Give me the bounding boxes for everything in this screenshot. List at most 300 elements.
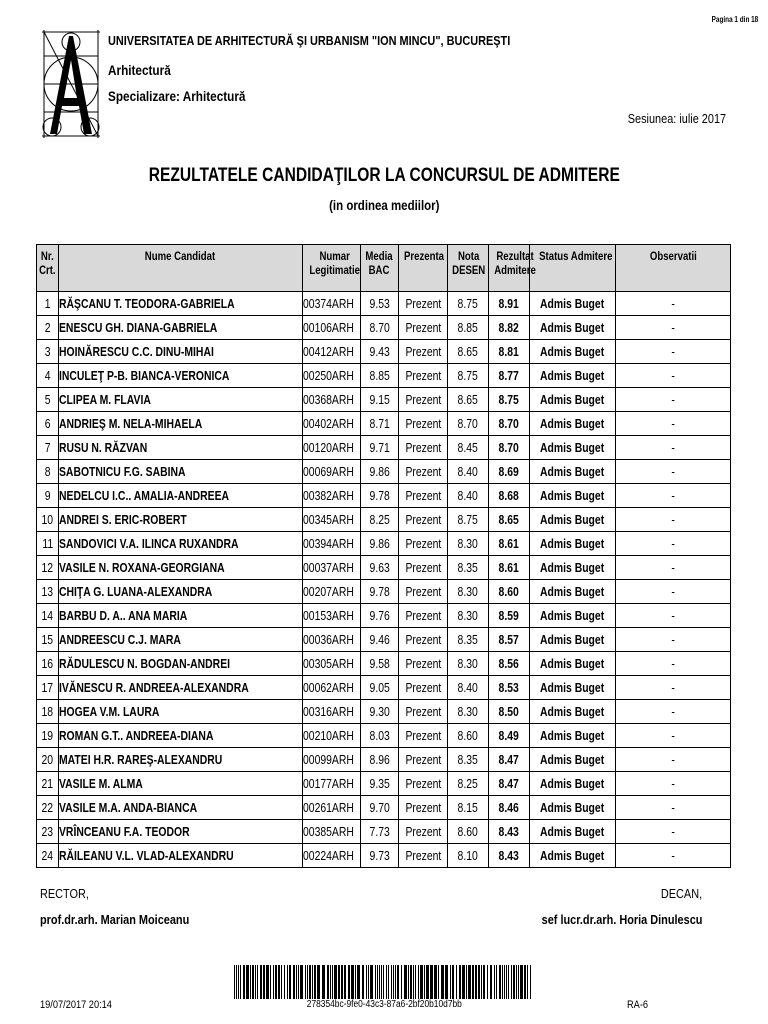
cell-nota-desen: 8.30 — [448, 652, 489, 676]
barcode-bar — [327, 965, 329, 999]
cell-status: Admis Buget — [530, 652, 616, 676]
cell-nota-desen: 8.30 — [448, 580, 489, 604]
cell-media-bac: 9.35 — [361, 772, 399, 796]
cell-prezenta: Prezent — [399, 676, 448, 700]
cell-media-bac: 9.70 — [361, 796, 399, 820]
cell-nota-desen: 8.65 — [448, 388, 489, 412]
cell-nr: 1 — [37, 292, 59, 316]
cell-nr: 22 — [37, 796, 59, 820]
cell-nr: 16 — [37, 652, 59, 676]
cell-nr: 13 — [37, 580, 59, 604]
barcode-bar — [393, 965, 394, 999]
cell-nota-desen: 8.60 — [448, 820, 489, 844]
document-code: RA-6 — [627, 999, 649, 1011]
barcode-bar — [450, 965, 451, 999]
barcode-bar — [370, 965, 373, 999]
cell-media-bac: 9.78 — [361, 484, 399, 508]
cell-media-bac: 9.53 — [361, 292, 399, 316]
barcode-bar — [475, 965, 477, 999]
cell-status: Admis Buget — [530, 340, 616, 364]
cell-name: CHIŢA G. LUANA-ALEXANDRA — [59, 580, 303, 604]
cell-prezenta: Prezent — [399, 436, 448, 460]
cell-name: NEDELCU I.C.. AMALIA-ANDREEA — [59, 484, 303, 508]
cell-nota-desen: 8.65 — [448, 340, 489, 364]
table-row — [37, 844, 731, 868]
barcode-bar — [441, 965, 444, 999]
barcode-bar — [312, 965, 313, 999]
cell-nr: 12 — [37, 556, 59, 580]
barcode-bar — [278, 965, 280, 999]
cell-prezenta: Prezent — [399, 388, 448, 412]
table-row — [37, 508, 731, 532]
cell-legitimatie: 00305ARH — [303, 652, 361, 676]
print-date: 19/07/2017 20:14 — [40, 999, 112, 1011]
barcode-bar — [513, 965, 515, 999]
university-name: UNIVERSITATEA DE ARHITECTURĂ ŞI URBANISM "ION MINCU", BUCUREŞTI — [108, 33, 511, 48]
cell-observatii: - — [616, 820, 731, 844]
cell-name: ROMAN G.T.. ANDREEA-DIANA — [59, 724, 303, 748]
cell-nr: 7 — [37, 436, 59, 460]
barcode-bar — [452, 965, 454, 999]
barcode-bar — [496, 965, 497, 999]
cell-nota-desen: 8.30 — [448, 700, 489, 724]
cell-legitimatie: 00036ARH — [303, 628, 361, 652]
cell-rezultat: 8.59 — [489, 604, 530, 628]
cell-prezenta: Prezent — [399, 460, 448, 484]
cell-observatii: - — [616, 484, 731, 508]
cell-media-bac: 8.70 — [361, 316, 399, 340]
cell-legitimatie: 00120ARH — [303, 436, 361, 460]
cell-observatii: - — [616, 340, 731, 364]
table-row — [37, 724, 731, 748]
cell-observatii: - — [616, 700, 731, 724]
cell-legitimatie: 00394ARH — [303, 532, 361, 556]
cell-legitimatie: 00385ARH — [303, 820, 361, 844]
barcode-bar — [424, 965, 425, 999]
specialization: Specializare: Arhitectură — [108, 88, 246, 104]
barcode-bar — [426, 965, 429, 999]
cell-nota-desen: 8.25 — [448, 772, 489, 796]
cell-rezultat: 8.75 — [489, 388, 530, 412]
header-nr: Nr. Crt. — [37, 245, 59, 292]
barcode-bar — [263, 965, 265, 999]
cell-observatii: - — [616, 676, 731, 700]
barcode-bar — [502, 965, 503, 999]
barcode-bar — [296, 965, 297, 999]
barcode-bar — [524, 965, 526, 999]
barcode-bar — [238, 965, 239, 999]
cell-media-bac: 8.25 — [361, 508, 399, 532]
barcode-bar — [438, 965, 439, 999]
cell-status: Admis Buget — [530, 460, 616, 484]
barcode-bar — [401, 965, 402, 999]
cell-rezultat: 8.53 — [489, 676, 530, 700]
barcode-bar — [483, 965, 485, 999]
cell-legitimatie: 00037ARH — [303, 556, 361, 580]
cell-legitimatie: 00368ARH — [303, 388, 361, 412]
cell-rezultat: 8.70 — [489, 412, 530, 436]
cell-name: IVĂNESCU R. ANDREEA-ALEXANDRA — [59, 676, 303, 700]
cell-media-bac: 9.86 — [361, 460, 399, 484]
barcode-bar — [511, 965, 512, 999]
cell-status: Admis Buget — [530, 604, 616, 628]
cell-status: Admis Buget — [530, 292, 616, 316]
barcode-bar — [240, 965, 241, 999]
table-row — [37, 532, 731, 556]
cell-rezultat: 8.47 — [489, 772, 530, 796]
table-row — [37, 604, 731, 628]
cell-name: ANDREI S. ERIC-ROBERT — [59, 508, 303, 532]
cell-prezenta: Prezent — [399, 724, 448, 748]
cell-status: Admis Buget — [530, 676, 616, 700]
cell-rezultat: 8.56 — [489, 652, 530, 676]
table-row — [37, 316, 731, 340]
cell-legitimatie: 00069ARH — [303, 460, 361, 484]
cell-rezultat: 8.43 — [489, 820, 530, 844]
barcode-bar — [445, 965, 448, 999]
cell-status: Admis Buget — [530, 724, 616, 748]
cell-status: Admis Buget — [530, 700, 616, 724]
barcode-bar — [344, 965, 346, 999]
cell-status: Admis Buget — [530, 316, 616, 340]
cell-name: ENESCU GH. DIANA-GABRIELA — [59, 316, 303, 340]
cell-status: Admis Buget — [530, 508, 616, 532]
barcode-bar — [348, 965, 350, 999]
table-row — [37, 484, 731, 508]
barcode-bar — [250, 965, 251, 999]
cell-name: RĂDULESCU N. BOGDAN-ANDREI — [59, 652, 303, 676]
cell-prezenta: Prezent — [399, 292, 448, 316]
barcode-bar — [260, 965, 262, 999]
cell-rezultat: 8.47 — [489, 748, 530, 772]
barcode-bar — [504, 965, 505, 999]
university-logo — [40, 28, 102, 140]
barcode-bar — [487, 965, 488, 999]
barcode-bar — [472, 965, 474, 999]
barcode-bar — [418, 965, 419, 999]
barcode-bar — [332, 965, 333, 999]
cell-nr: 5 — [37, 388, 59, 412]
cell-legitimatie: 00316ARH — [303, 700, 361, 724]
cell-legitimatie: 00177ARH — [303, 772, 361, 796]
cell-prezenta: Prezent — [399, 484, 448, 508]
faculty-name: Arhitectură — [108, 62, 171, 78]
barcode-bar — [508, 965, 509, 999]
cell-legitimatie: 00250ARH — [303, 364, 361, 388]
cell-name: ANDRIEŞ M. NELA-MIHAELA — [59, 412, 303, 436]
cell-nota-desen: 8.70 — [448, 412, 489, 436]
barcode-bar — [317, 965, 320, 999]
barcode-bar — [284, 965, 285, 999]
barcode-bar — [351, 965, 354, 999]
cell-media-bac: 9.86 — [361, 532, 399, 556]
barcode-bar — [357, 965, 360, 999]
cell-media-bac: 8.85 — [361, 364, 399, 388]
cell-status: Admis Buget — [530, 436, 616, 460]
barcode-bar — [527, 965, 528, 999]
cell-observatii: - — [616, 436, 731, 460]
barcode-bar — [520, 965, 523, 999]
cell-observatii: - — [616, 364, 731, 388]
table-row — [37, 436, 731, 460]
cell-media-bac: 9.05 — [361, 676, 399, 700]
cell-media-bac: 9.30 — [361, 700, 399, 724]
barcode-bar — [530, 965, 531, 999]
header-legitimatie: Numar Legitimatie — [303, 245, 361, 292]
barcode-bar — [338, 965, 340, 999]
table-header-row — [37, 245, 731, 292]
cell-media-bac: 7.73 — [361, 820, 399, 844]
table-row — [37, 292, 731, 316]
cell-rezultat: 8.57 — [489, 628, 530, 652]
barcode-bar — [481, 965, 482, 999]
cell-name: BARBU D. A.. ANA MARIA — [59, 604, 303, 628]
cell-rezultat: 8.49 — [489, 724, 530, 748]
table-row — [37, 580, 731, 604]
barcode — [234, 965, 532, 999]
cell-rezultat: 8.91 — [489, 292, 530, 316]
cell-nr: 21 — [37, 772, 59, 796]
cell-rezultat: 8.69 — [489, 460, 530, 484]
cell-media-bac: 9.15 — [361, 388, 399, 412]
cell-nota-desen: 8.10 — [448, 844, 489, 868]
cell-media-bac: 9.73 — [361, 844, 399, 868]
barcode-bar — [307, 965, 308, 999]
cell-name: SANDOVICI V.A. ILINCA RUXANDRA — [59, 532, 303, 556]
barcode-bar — [388, 965, 389, 999]
header-nota-desen: Nota DESEN — [448, 245, 489, 292]
cell-prezenta: Prezent — [399, 700, 448, 724]
cell-nr: 17 — [37, 676, 59, 700]
cell-status: Admis Buget — [530, 388, 616, 412]
barcode-bar — [462, 965, 465, 999]
barcode-bar — [309, 965, 311, 999]
cell-observatii: - — [616, 508, 731, 532]
document-title: REZULTATELE CANDIDAŢILOR LA CONCURSUL DE ADMITERE — [148, 165, 620, 186]
cell-status: Admis Buget — [530, 412, 616, 436]
barcode-bar — [420, 965, 423, 999]
table-row — [37, 796, 731, 820]
cell-nota-desen: 8.15 — [448, 796, 489, 820]
cell-observatii: - — [616, 580, 731, 604]
table-row — [37, 652, 731, 676]
decan-label: DECAN, — [660, 886, 702, 901]
barcode-bar — [459, 965, 461, 999]
cell-rezultat: 8.68 — [489, 484, 530, 508]
cell-nota-desen: 8.75 — [448, 292, 489, 316]
barcode-bar — [404, 965, 407, 999]
barcode-bar — [375, 965, 376, 999]
cell-legitimatie: 00210ARH — [303, 724, 361, 748]
cell-prezenta: Prezent — [399, 748, 448, 772]
cell-observatii: - — [616, 412, 731, 436]
cell-prezenta: Prezent — [399, 652, 448, 676]
cell-nr: 6 — [37, 412, 59, 436]
barcode-bar — [257, 965, 258, 999]
cell-name: ANDREESCU C.J. MARA — [59, 628, 303, 652]
barcode-bar — [236, 965, 237, 999]
cell-observatii: - — [616, 844, 731, 868]
barcode-bar — [300, 965, 303, 999]
cell-name: RĂILEANU V.L. VLAD-ALEXANDRU — [59, 844, 303, 868]
cell-status: Admis Buget — [530, 772, 616, 796]
cell-name: CLIPEA M. FLAVIA — [59, 388, 303, 412]
cell-observatii: - — [616, 460, 731, 484]
barcode-bar — [273, 965, 274, 999]
cell-nota-desen: 8.40 — [448, 460, 489, 484]
cell-status: Admis Buget — [530, 820, 616, 844]
table-row — [37, 364, 731, 388]
table-row — [37, 676, 731, 700]
table-row — [37, 772, 731, 796]
cell-media-bac: 9.63 — [361, 556, 399, 580]
barcode-bar — [494, 965, 495, 999]
barcode-bar — [379, 965, 380, 999]
cell-status: Admis Buget — [530, 844, 616, 868]
cell-name: VASILE M. ALMA — [59, 772, 303, 796]
barcode-bar — [478, 965, 480, 999]
cell-rezultat: 8.82 — [489, 316, 530, 340]
cell-nr: 10 — [37, 508, 59, 532]
cell-name: RĂŞCANU T. TEODORA-GABRIELA — [59, 292, 303, 316]
barcode-bar — [466, 965, 467, 999]
cell-nr: 15 — [37, 628, 59, 652]
cell-name: VRÎNCEANU F.A. TEODOR — [59, 820, 303, 844]
barcode-bar — [246, 965, 249, 999]
barcode-bar — [368, 965, 369, 999]
barcode-bar — [270, 965, 271, 999]
header-name: Nume Candidat — [59, 245, 303, 292]
barcode-bar — [255, 965, 256, 999]
barcode-bar — [334, 965, 337, 999]
header-rezultat: Rezultat Admitere — [489, 245, 530, 292]
cell-observatii: - — [616, 556, 731, 580]
table-row — [37, 412, 731, 436]
barcode-bar — [383, 965, 384, 999]
cell-prezenta: Prezent — [399, 316, 448, 340]
cell-prezenta: Prezent — [399, 820, 448, 844]
barcode-bar — [395, 965, 396, 999]
cell-observatii: - — [616, 628, 731, 652]
cell-nota-desen: 8.40 — [448, 676, 489, 700]
cell-media-bac: 9.78 — [361, 580, 399, 604]
cell-nota-desen: 8.40 — [448, 484, 489, 508]
cell-prezenta: Prezent — [399, 556, 448, 580]
table-row — [37, 748, 731, 772]
cell-legitimatie: 00106ARH — [303, 316, 361, 340]
barcode-bar — [415, 965, 416, 999]
barcode-bar — [518, 965, 519, 999]
rector-name: prof.dr.arh. Marian Moiceanu — [40, 912, 190, 927]
cell-nota-desen: 8.35 — [448, 628, 489, 652]
barcode-bar — [413, 965, 414, 999]
cell-rezultat: 8.70 — [489, 436, 530, 460]
table-row — [37, 556, 731, 580]
cell-nr: 19 — [37, 724, 59, 748]
cell-nr: 8 — [37, 460, 59, 484]
barcode-bar — [293, 965, 295, 999]
cell-observatii: - — [616, 652, 731, 676]
cell-prezenta: Prezent — [399, 772, 448, 796]
barcode-bar — [322, 965, 325, 999]
cell-status: Admis Buget — [530, 748, 616, 772]
cell-prezenta: Prezent — [399, 412, 448, 436]
barcode-bar — [287, 965, 288, 999]
cell-rezultat: 8.43 — [489, 844, 530, 868]
session-label: Sesiunea: iulie 2017 — [627, 111, 726, 126]
cell-nr: 3 — [37, 340, 59, 364]
barcode-bar — [391, 965, 392, 999]
rector-label: RECTOR, — [40, 886, 89, 901]
cell-nr: 23 — [37, 820, 59, 844]
cell-observatii: - — [616, 796, 731, 820]
cell-nota-desen: 8.35 — [448, 556, 489, 580]
barcode-bar — [377, 965, 378, 999]
barcode-bar — [434, 965, 437, 999]
cell-rezultat: 8.81 — [489, 340, 530, 364]
cell-name: MATEI H.R. RAREŞ-ALEXANDRU — [59, 748, 303, 772]
barcode-bar — [506, 965, 507, 999]
header-status: Status Admitere — [530, 245, 616, 292]
cell-observatii: - — [616, 748, 731, 772]
cell-status: Admis Buget — [530, 484, 616, 508]
cell-nr: 4 — [37, 364, 59, 388]
barcode-bar — [499, 965, 501, 999]
cell-legitimatie: 00402ARH — [303, 412, 361, 436]
cell-status: Admis Buget — [530, 628, 616, 652]
table-row — [37, 820, 731, 844]
cell-nota-desen: 8.75 — [448, 508, 489, 532]
cell-legitimatie: 00099ARH — [303, 748, 361, 772]
cell-prezenta: Prezent — [399, 604, 448, 628]
barcode-bar — [516, 965, 517, 999]
barcode-bar — [366, 965, 367, 999]
cell-nr: 11 — [37, 532, 59, 556]
cell-legitimatie: 00374ARH — [303, 292, 361, 316]
cell-observatii: - — [616, 604, 731, 628]
cell-nr: 14 — [37, 604, 59, 628]
cell-prezenta: Prezent — [399, 796, 448, 820]
cell-legitimatie: 00412ARH — [303, 340, 361, 364]
cell-rezultat: 8.77 — [489, 364, 530, 388]
cell-legitimatie: 00153ARH — [303, 604, 361, 628]
barcode-bar — [362, 965, 364, 999]
cell-status: Admis Buget — [530, 580, 616, 604]
cell-name: INCULEŢ P-B. BIANCA-VERONICA — [59, 364, 303, 388]
barcode-bar — [381, 965, 382, 999]
barcode-bar — [355, 965, 356, 999]
cell-name: RUSU N. RĂZVAN — [59, 436, 303, 460]
cell-nota-desen: 8.75 — [448, 364, 489, 388]
cell-nr: 18 — [37, 700, 59, 724]
cell-nr: 24 — [37, 844, 59, 868]
table-row — [37, 460, 731, 484]
cell-observatii: - — [616, 388, 731, 412]
cell-rezultat: 8.60 — [489, 580, 530, 604]
cell-prezenta: Prezent — [399, 628, 448, 652]
table-row — [37, 388, 731, 412]
barcode-bar — [281, 965, 282, 999]
cell-name: SABOTNICU F.G. SABINA — [59, 460, 303, 484]
cell-rezultat: 8.61 — [489, 532, 530, 556]
cell-name: VASILE N. ROXANA-GEORGIANA — [59, 556, 303, 580]
barcode-bar — [252, 965, 254, 999]
cell-media-bac: 9.58 — [361, 652, 399, 676]
barcode-bar — [305, 965, 306, 999]
barcode-bar — [289, 965, 291, 999]
cell-prezenta: Prezent — [399, 580, 448, 604]
cell-prezenta: Prezent — [399, 508, 448, 532]
